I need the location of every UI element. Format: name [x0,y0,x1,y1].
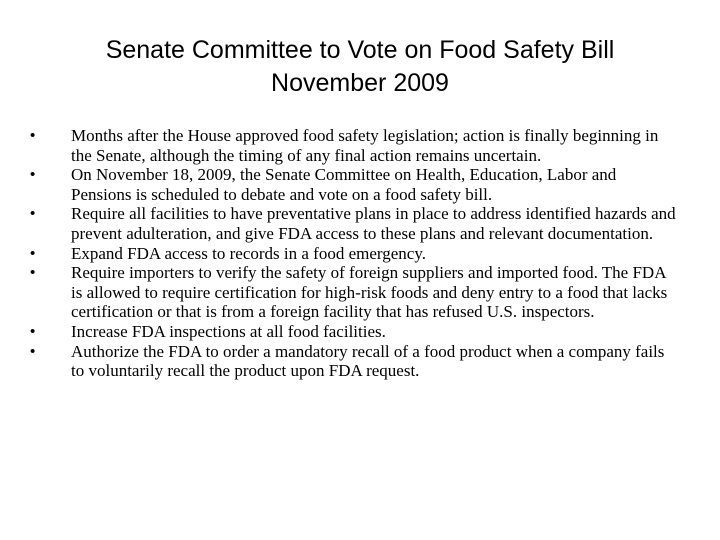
slide-title-line-1: Senate Committee to Vote on Food Safety Bill [105,36,615,64]
bullet-text: Require importers to verify the safety of foreign suppliers and imported food. The FDA is allowed to require certification for high-risk foods and deny entry to a food that lacks certification or that is from a foreign facility that has refused U.S. inspectors. [71,263,668,322]
bullet-icon: • [30,264,36,282]
bullet-text: Require all facilities to have preventative plans in place to address identified hazards and prevent adulteration, and give FDA access to these plans and relevant documentation. [71,204,676,243]
bullet-text: Authorize the FDA to order a mandatory recall of a food product when a company fails to voluntarily recall the product upon FDA request. [71,341,665,381]
bullet-icon: • [30,244,36,262]
bullet-item [30,342,680,381]
slide-title [40,34,680,100]
bullet-icon: • [30,342,36,360]
bullet-icon: • [30,166,36,184]
bullet-item [30,322,680,342]
bullet-item [30,244,680,264]
bullet-item [30,204,680,243]
bullet-item [30,165,680,204]
bullet-item [30,263,680,322]
bullet-list [30,126,680,381]
bullet-icon: • [30,322,36,340]
bullet-item [30,126,680,165]
bullet-icon: • [30,127,36,144]
bullet-text: Increase FDA inspections at all food facilities. [71,321,386,341]
bullet-text: Expand FDA access to records in a food emergency. [71,243,426,263]
bullet-text: Months after the House approved food safety legislation; action is finally beginning in the Senate, although the timing of any final action remains uncertain. [71,126,659,165]
bullet-text: On November 18, 2009, the Senate Committee on Health, Education, Labor and Pensions is scheduled to debate and vote on a food safety bill. [71,165,617,204]
bullet-icon: • [30,205,36,223]
slide-title-line-2: November 2009 [271,69,449,97]
